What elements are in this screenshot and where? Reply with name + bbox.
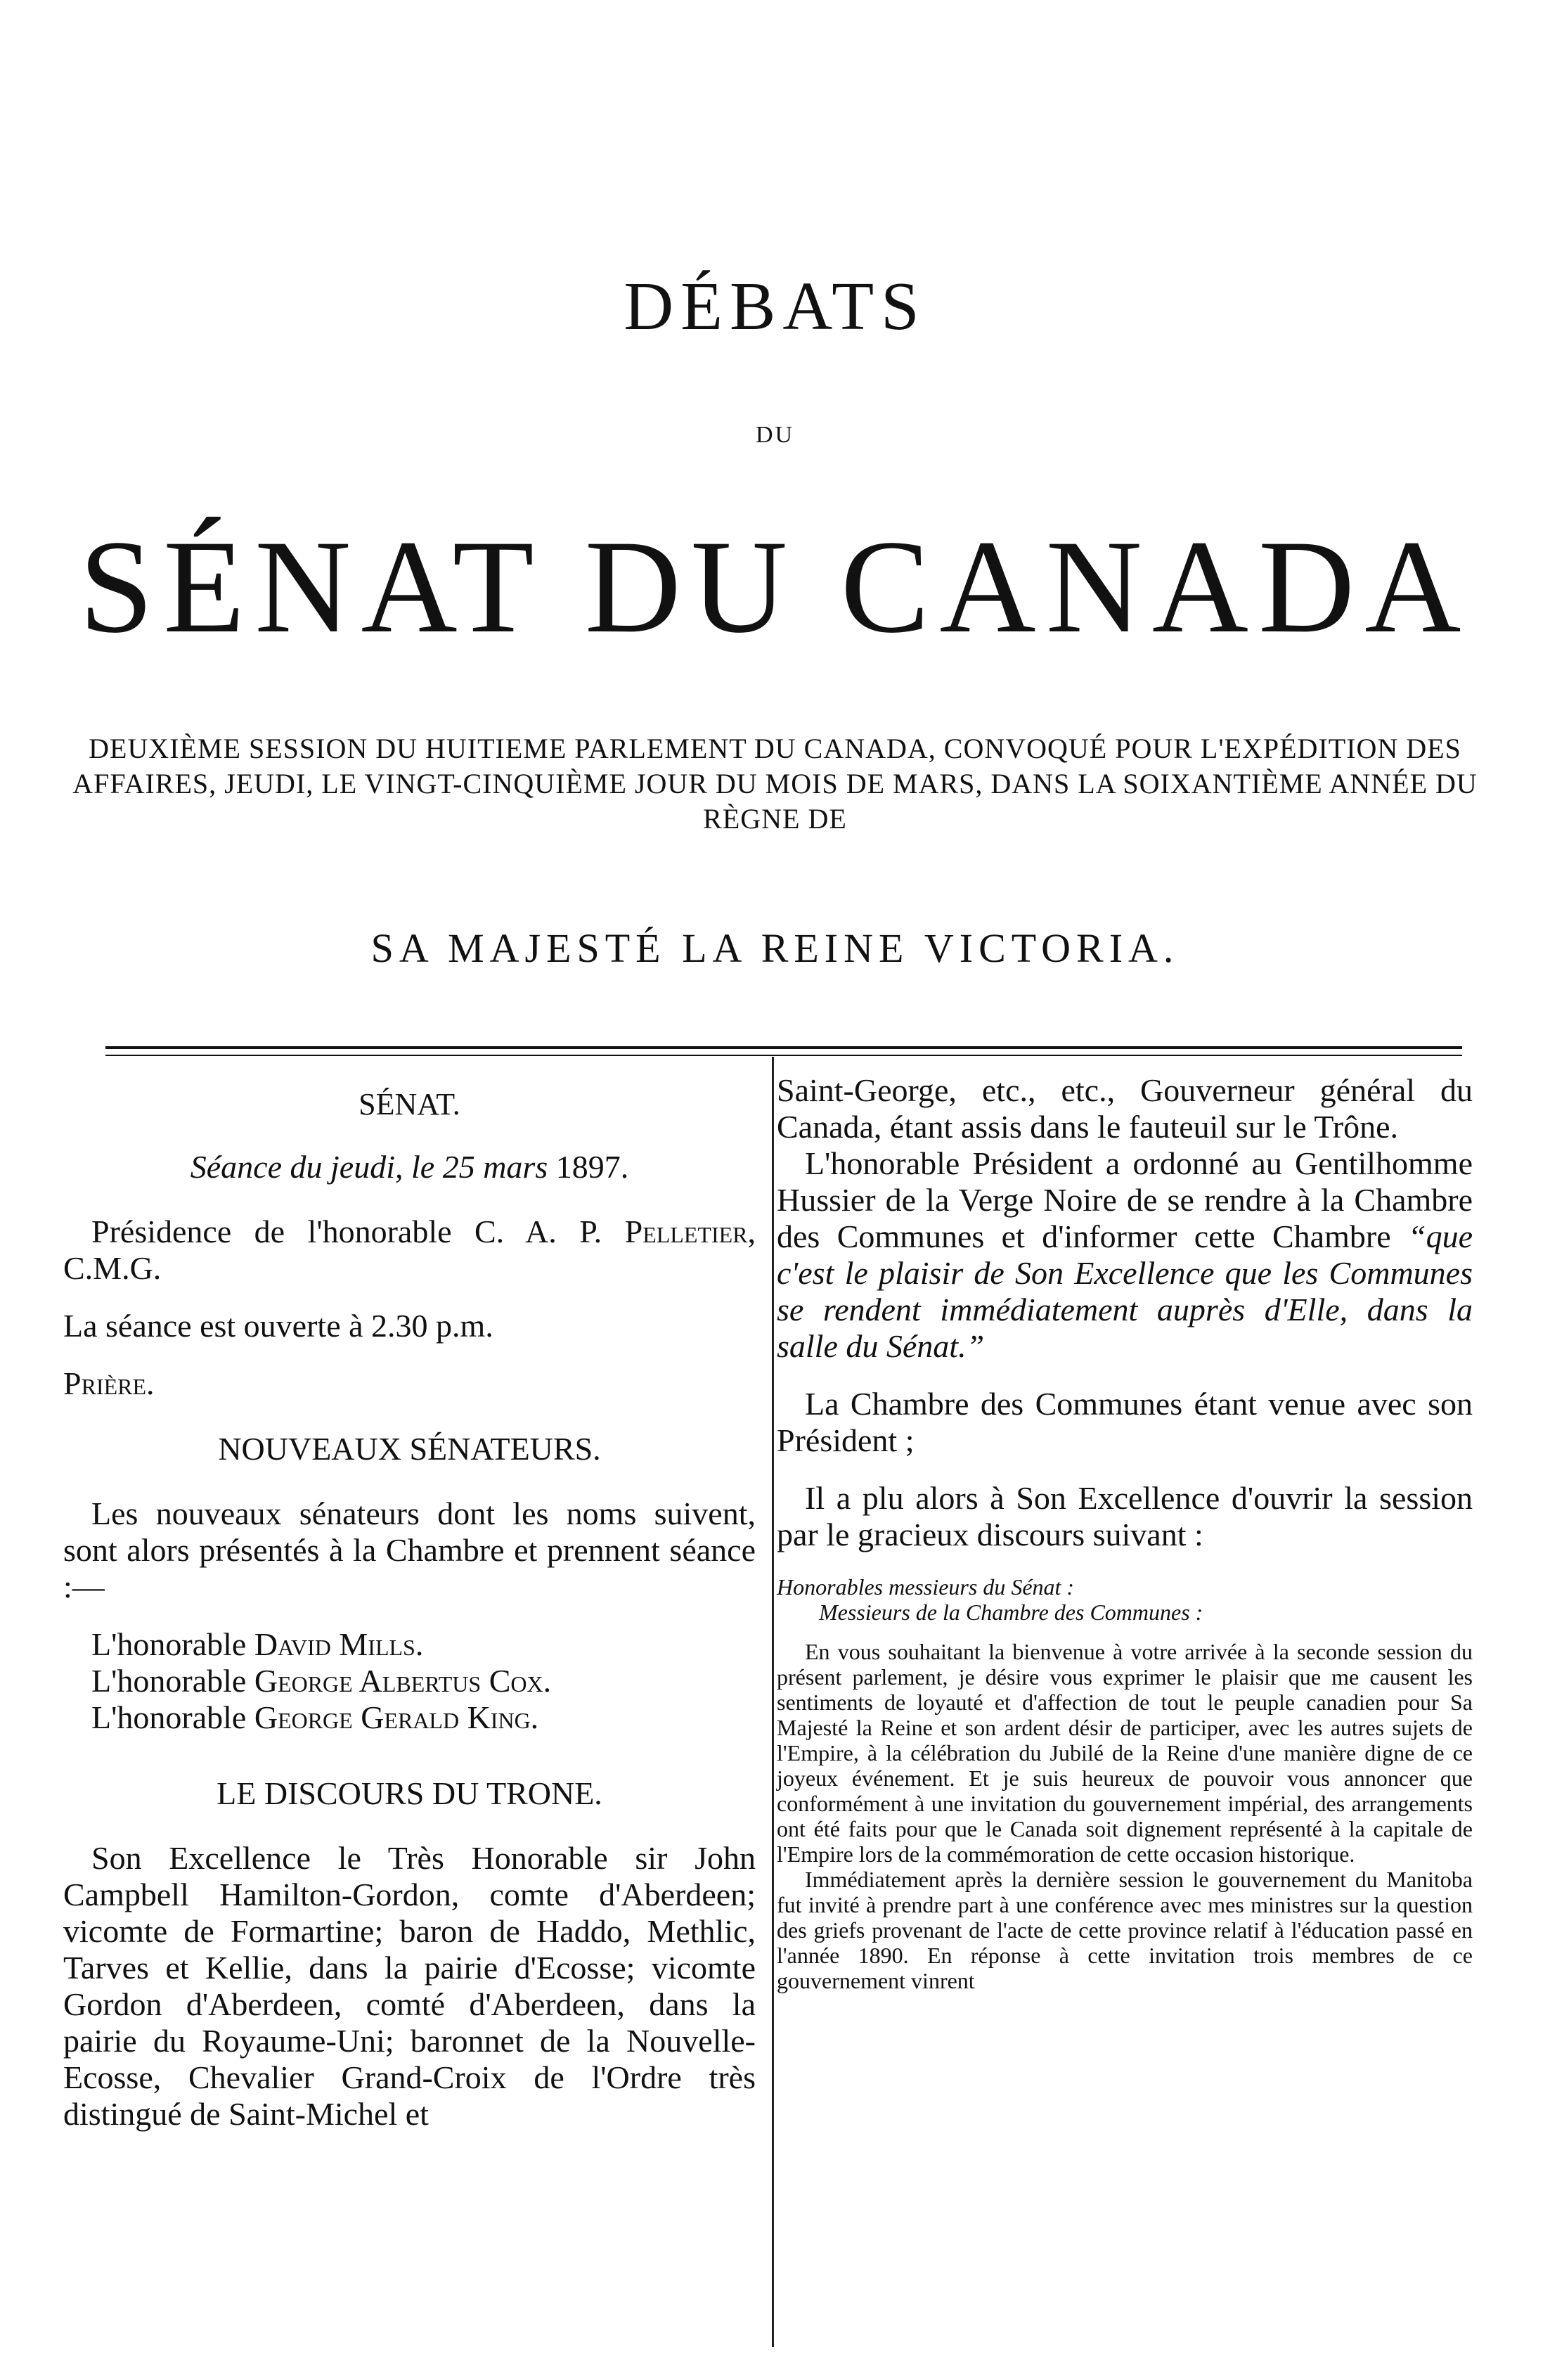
salutation-senat: Honorables messieurs du Sénat : bbox=[777, 1574, 1075, 1600]
senator-item bbox=[91, 1699, 756, 1736]
honorable-prefix: L'honorable bbox=[91, 1699, 247, 1735]
speech-paragraph-1: En vous souhaitant la bienvenue à votre arrivée à la seconde session du présent parlement, je désire vous exprimer le plaisir que me causent les sentiments de loyauté et d'affection de tout le peuple canadien pour Sa Majesté la Reine et son ardent désir de participer, avec les autres sujets de l'Empire, à la célébration du Jubilé de la Reine d'une manière digne de ce joyeux événement. Et je suis heureux de pouvoir vous annoncer que conformément à une invitation du gouvernement impérial, des arrangements ont été faits pour que le Canada soit dignement représenté à la capitale de l'Empire lors de la commémoration de cette occasion historique. bbox=[777, 1639, 1473, 1867]
seance-date bbox=[63, 1149, 756, 1185]
president-quote: “que c'est le plaisir de Son Excellence que les Communes se rendent immédiatement auprès d'Elle, dans la salle du Sénat.” bbox=[777, 1218, 1473, 1364]
honorable-prefix: L'honorable bbox=[91, 1663, 247, 1699]
senator-item bbox=[91, 1626, 756, 1663]
header-rule-thin bbox=[105, 1055, 1462, 1056]
ouverture: La séance est ouverte à 2.30 p.m. bbox=[63, 1308, 493, 1344]
speech-paragraph-2: Immédiatement après la dernière session le gouvernement du Manitoba fut invité à prendre part à une conférence avec mes ministres sur la question des griefs provenant de l'acte de cette province relatif à l'éducation passé en l'année 1890. En réponse à cette invitation trois membres de ce gouvernement vinrent bbox=[777, 1867, 1473, 1993]
seance-date-text: Séance du jeudi, le 25 mars bbox=[190, 1149, 548, 1185]
senator-name: George Gerald King. bbox=[254, 1699, 539, 1735]
president-paragraph bbox=[777, 1145, 1473, 1365]
president-text: L'honorable Président a ordonné au Gentilhomme Hussier de la Verge Noire de se rendre à la Chambre des Communes et d'informer cette Chambre bbox=[777, 1145, 1473, 1254]
left-column bbox=[63, 1072, 756, 2133]
title-du: DU bbox=[755, 422, 795, 448]
presidence-text: Présidence de l'honorable C. A. P. bbox=[91, 1214, 602, 1249]
majesty-line: SA MAJESTÉ LA REINE VICTORIA. bbox=[370, 925, 1180, 971]
son-excellence-text: Son Excellence le Très Honorable sir John Campbell Hamilton-Gordon, comte d'Aberdeen; vicomte de Formartine; baron de Haddo, Methlic, Tarves et Kellie, dans la pairie d'Ecosse; vicomte Gordon d'Aberdeen, comté d'Aberdeen, dans la pairie du Royaume-Uni; baronnet de la Nouvelle-Ecosse, Chevalier Grand-Croix de l'Ordre très distingué de Saint-Michel et bbox=[63, 1840, 756, 2132]
presidence-suffix: , C.M.G. bbox=[63, 1214, 756, 1286]
title-debats: DÉBATS bbox=[624, 269, 926, 345]
seance-year: 1897. bbox=[555, 1149, 629, 1185]
senator-name: George Albertus Cox. bbox=[254, 1663, 552, 1699]
column-divider bbox=[772, 1057, 774, 2347]
discours-du-trone-heading: LE DISCOURS DU TRONE. bbox=[217, 1775, 602, 1811]
priere: Prière. bbox=[63, 1365, 155, 1401]
discours-intro: Il a plu alors à Son Excellence d'ouvrir la session par le gracieux discours suivant : bbox=[777, 1480, 1473, 1552]
header-rule-thick bbox=[105, 1046, 1462, 1049]
salutation-communes: Messieurs de la Chambre des Communes : bbox=[819, 1600, 1203, 1625]
title-senat-du-canada: SÉNAT DU CANADA bbox=[79, 513, 1471, 661]
senators-list bbox=[63, 1626, 756, 1736]
presidence bbox=[63, 1214, 756, 1287]
governor-paragraph: Saint-George, etc., etc., Gouverneur général du Canada, étant assis dans le fauteuil sur le Trône. bbox=[777, 1072, 1473, 1145]
right-column bbox=[777, 1072, 1473, 1993]
honorable-prefix: L'honorable bbox=[91, 1626, 247, 1662]
senat-heading: SÉNAT. bbox=[359, 1087, 460, 1121]
presidence-name: Pelletier bbox=[624, 1214, 748, 1249]
session-description: DEUXIÈME SESSION DU HUITIEME PARLEMENT DU CANADA, CONVOQUÉ POUR L'EXPÉDITION DES AFFAIRES, JEUDI, LE VINGT-CINQUIÈME JOUR DU MOIS DE MARS, DANS LA SOIXANTIÈME ANNÉE DU RÈGNE DE bbox=[72, 733, 1478, 835]
senator-name: David Mills. bbox=[254, 1626, 424, 1662]
nouveaux-senateurs-heading: NOUVEAUX SÉNATEURS. bbox=[218, 1431, 601, 1467]
senator-item bbox=[91, 1663, 756, 1699]
nouveaux-senateurs-text: Les nouveaux sénateurs dont les noms suivent, sont alors présentés à la Chambre et prennent séance :— bbox=[63, 1495, 756, 1604]
communes-arrival: La Chambre des Communes étant venue avec son Président ; bbox=[777, 1386, 1473, 1458]
